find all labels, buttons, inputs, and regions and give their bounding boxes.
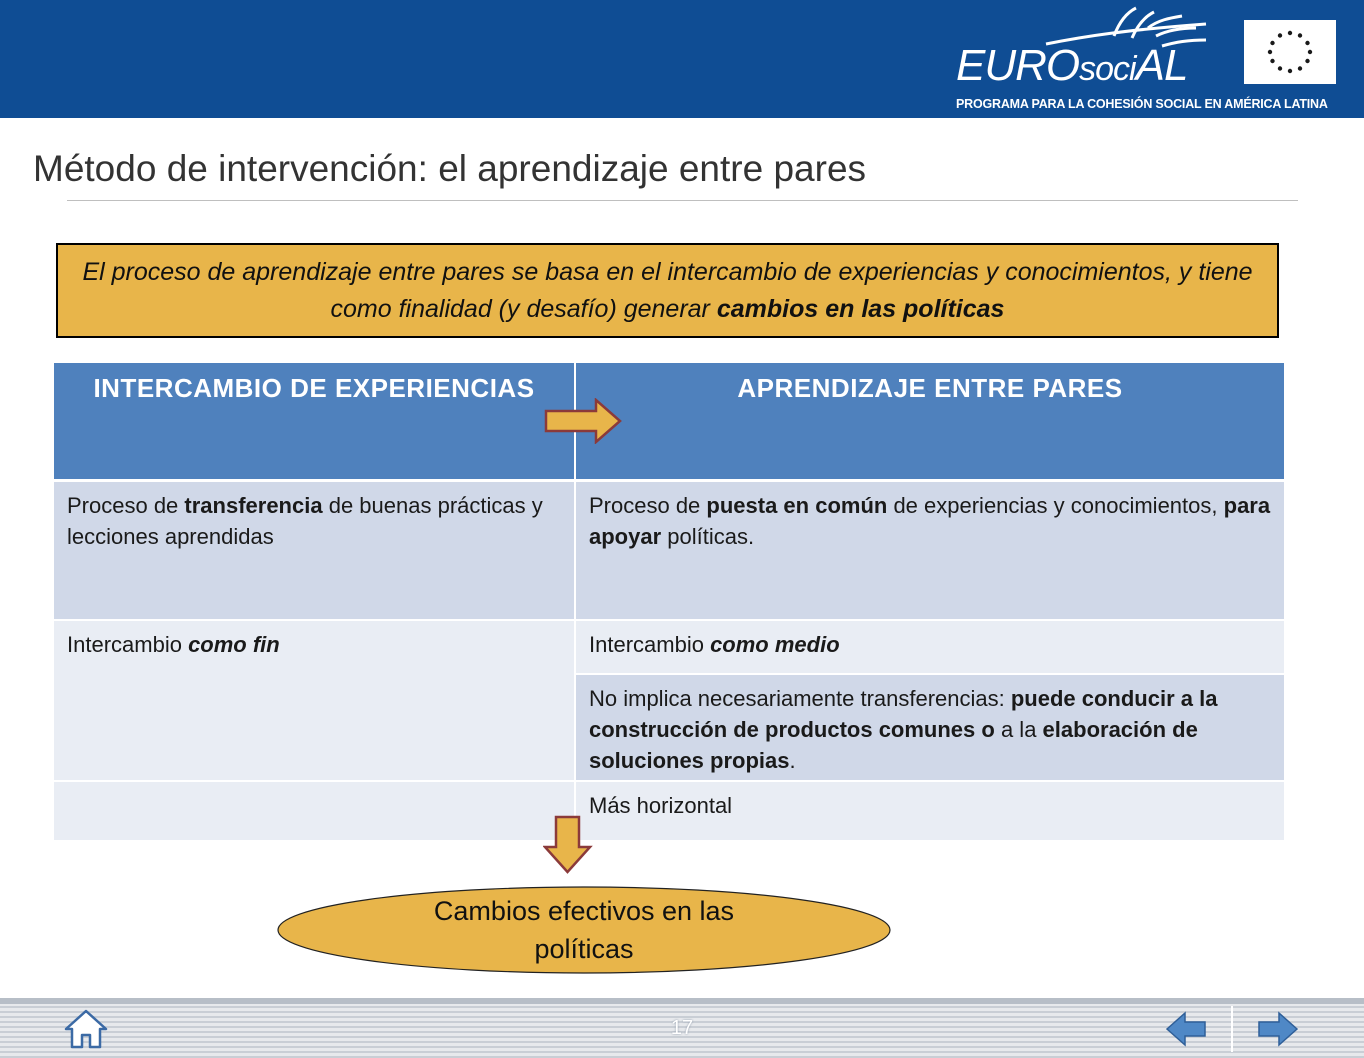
eu-flag-icon <box>1244 20 1336 84</box>
header-bar <box>0 0 1364 118</box>
arrow-right-shape-icon <box>544 398 624 444</box>
callout-text: El proceso de aprendizaje entre pares se basa en el intercambio de experiencias y conocimientos, y tiene como finalidad (y desafío) generar <box>82 257 1253 323</box>
outcome-text: Cambios efectivos en las políticas <box>433 896 735 964</box>
table-row-1-right: Proceso de puesta en común de experiencias y conocimientos, para apoyar políticas. <box>576 482 1284 619</box>
arrow-down-shape-icon <box>543 815 593 875</box>
logo-wordmark: EUROsociAL <box>956 41 1188 90</box>
table-row-1-left: Proceso de transferencia de buenas prácticas y lecciones aprendidas <box>54 482 574 619</box>
table-header-left: INTERCAMBIO DE EXPERIENCIAS <box>54 363 574 479</box>
page-title: Método de intervención: el aprendizaje entre pares <box>33 148 867 189</box>
outcome-ellipse <box>276 886 892 974</box>
arrow-right-icon[interactable] <box>1257 1010 1299 1048</box>
table-row-4-right: Más horizontal <box>576 782 1284 840</box>
table-header-right: APRENDIZAJE ENTRE PARES <box>576 363 1284 479</box>
nav-separator <box>1231 1006 1233 1052</box>
intro-callout <box>56 243 1279 338</box>
table-row-2-left: Intercambio como fin <box>54 621 574 780</box>
arrow-left-icon[interactable] <box>1165 1010 1207 1048</box>
table-row-2-right: Intercambio como medio <box>576 621 1284 673</box>
footer-top-edge <box>0 998 1364 1004</box>
logo-subtitle: PROGRAMA PARA LA COHESIÓN SOCIAL EN AMÉRICA LATINA <box>956 97 1328 111</box>
callout-emphasis: cambios en las políticas <box>716 294 1005 323</box>
eurosocial-logo <box>956 6 1336 114</box>
page-number: 17 <box>670 1017 694 1039</box>
table-row-3-right: No implica necesariamente transferencias: puede conducir a la construcción de productos comunes o a la elaboración de soluciones propias. <box>576 675 1284 780</box>
table-row-4-left <box>54 782 574 840</box>
title-divider <box>67 200 1298 201</box>
